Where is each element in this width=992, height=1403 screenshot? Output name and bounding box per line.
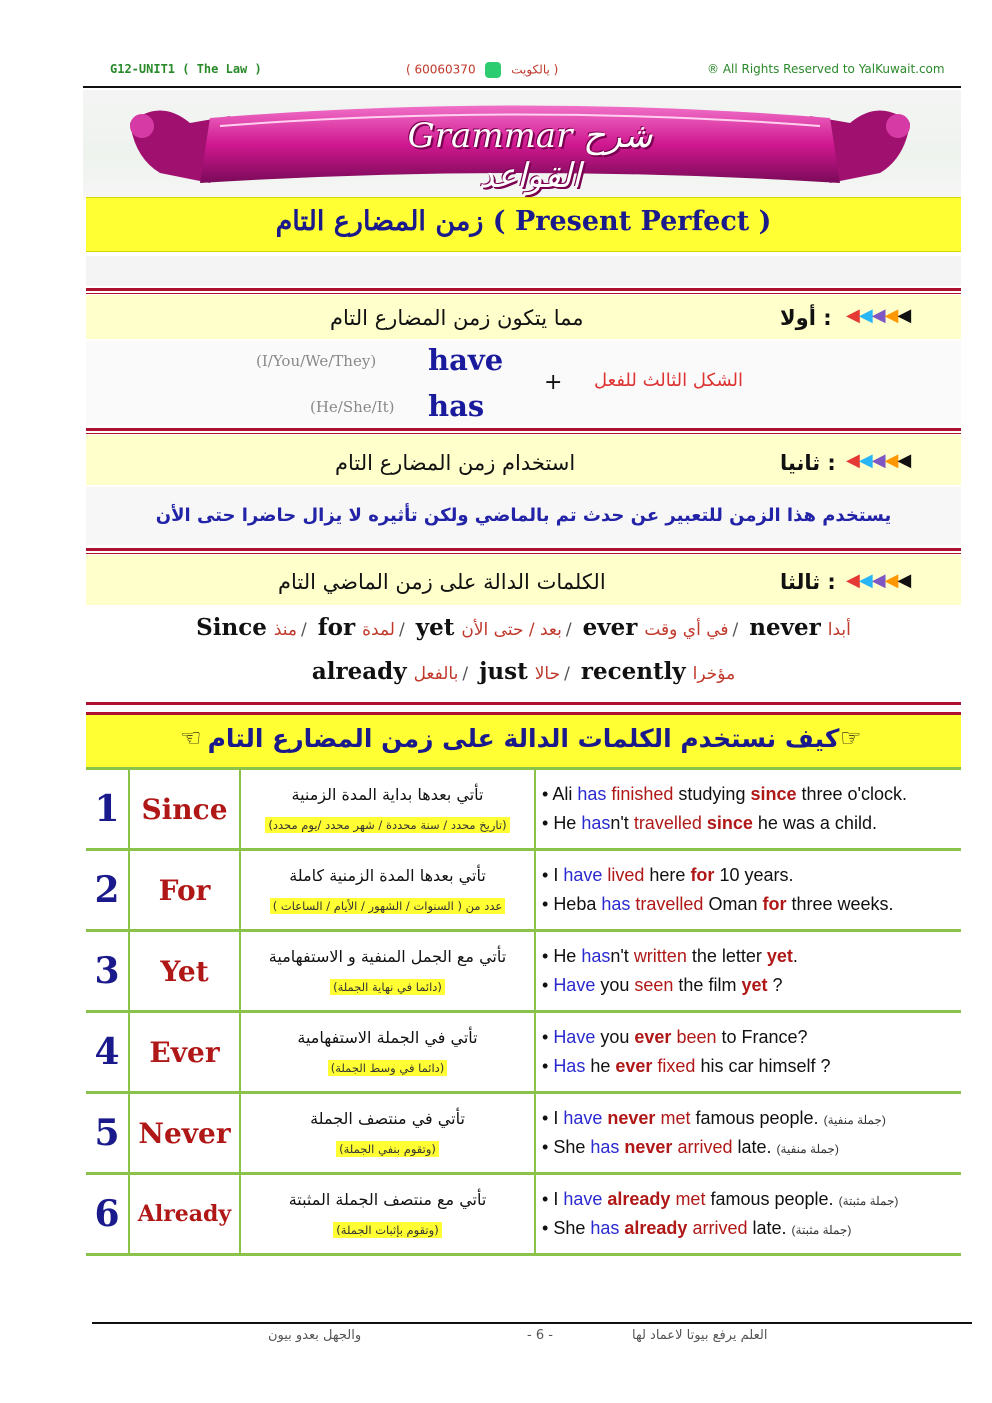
section3-label: الكلمات الدالة على زمن الماضي التام: [278, 570, 606, 594]
example-word: 10 years.: [714, 865, 794, 885]
example-sentence: • Have you seen the film yet ?: [542, 975, 783, 995]
example-word: has: [590, 1218, 620, 1238]
table-row: [86, 1093, 961, 1174]
rule-cell: [240, 931, 535, 1012]
sentence-type-tag: (جملة منفية): [776, 1142, 839, 1156]
rule-note: عدد من ( السنوات / الشهور / الأيام / الساعات ): [270, 898, 505, 914]
sentence-type-tag: (جملة مثبتة): [838, 1194, 899, 1208]
example-word: I: [553, 1108, 564, 1128]
example-sentence: • I have lived here for 10 years.: [542, 865, 794, 885]
rule-note: (تاريخ محدد / سنة محددة / شهر محدد /يوم محدد): [265, 817, 509, 833]
usage-text: يستخدم هذا الزمن للتعبير عن حدث تم بالماضي ولكن تأثيره لا يزال حاضرا حتى الأن: [155, 505, 892, 526]
rule-text: تأتي في الجملة الاستفهامية: [297, 1028, 478, 1047]
example-word: Oman: [703, 894, 763, 914]
page-title: زمن المضارع التام ( Present Perfect ): [275, 206, 772, 237]
keyword: For: [129, 850, 240, 931]
how-divider: [86, 702, 961, 705]
keywords-row-1: Since منذ / for لمدة / yet بعد / حتى الأن / ever في أي وقت / never أبدا: [196, 614, 851, 641]
kw-ar: حالا: [534, 664, 561, 684]
kw-en: just: [479, 658, 528, 685]
example-word: arrived: [692, 1218, 748, 1238]
example-sentence: • He hasn't travelled since he was a child.: [542, 813, 877, 833]
section1-number: أولا :: [780, 306, 832, 330]
example-word: Have: [553, 1027, 596, 1047]
keyword: Ever: [129, 1012, 240, 1093]
example-word: met: [660, 1108, 691, 1128]
section1-divider-thin: [86, 293, 961, 294]
example-word: travelled: [635, 894, 704, 914]
example-word: I: [553, 865, 564, 885]
section2-divider: [86, 428, 961, 431]
example-word: She: [553, 1137, 591, 1157]
rule-note: (دائما في نهاية الجملة): [330, 979, 445, 995]
rule-cell: [240, 769, 535, 850]
keywords-row-2: already بالفعل / just حالا / recently مؤخرا: [311, 658, 736, 685]
sentence-type-tag: (جملة مثبتة): [791, 1223, 852, 1237]
row-number: 2: [86, 850, 129, 931]
rule-note: (وتقوم بنفي الجملة): [336, 1141, 439, 1157]
spacer: [86, 256, 961, 286]
section2-label: استخدام زمن المضارع التام: [335, 451, 576, 475]
example-word: has: [581, 946, 611, 966]
rule-cell: [240, 1093, 535, 1174]
example-sentence: • I have never met famous people. (جملة منفية): [542, 1108, 886, 1128]
example-word: He: [553, 813, 582, 833]
examples-cell: [535, 850, 961, 931]
example-sentence: • Have you ever been to France?: [542, 1027, 808, 1047]
example-word: for: [762, 894, 787, 914]
keyword: Since: [129, 769, 240, 850]
example-sentence: • He hasn't written the letter yet.: [542, 946, 798, 966]
arrows-icon: ◀◀◀◀◀: [846, 570, 911, 591]
row-number: 6: [86, 1174, 129, 1255]
example-word: been: [676, 1027, 717, 1047]
rule-note: (وتقوم بإثبات الجملة): [333, 1222, 441, 1238]
examples-cell: [535, 769, 961, 850]
section3-divider: [86, 548, 961, 551]
table-row: [86, 1012, 961, 1093]
keyword: Yet: [129, 931, 240, 1012]
example-word: never: [624, 1137, 673, 1157]
plus-sign: +: [544, 370, 563, 395]
example-word: n't: [610, 813, 634, 833]
example-word: has: [590, 1137, 620, 1157]
example-word: lived: [607, 865, 645, 885]
section3-number: ثالثا :: [780, 570, 836, 594]
example-word: yet: [741, 975, 768, 995]
have-verb: have: [428, 343, 504, 377]
example-word: has: [577, 784, 612, 804]
kw-en: for: [317, 614, 356, 641]
example-word: you: [595, 1027, 635, 1047]
footer-divider: [92, 1322, 972, 1324]
example-word: fixed: [657, 1056, 696, 1076]
examples-cell: [535, 1093, 961, 1174]
formula-area: [86, 341, 961, 425]
kw-ar: منذ: [273, 620, 298, 640]
row-number: 4: [86, 1012, 129, 1093]
rule-note: (دائما في وسط الجملة): [328, 1060, 448, 1076]
example-word: have: [563, 1189, 608, 1209]
table-row: [86, 1174, 961, 1255]
kw-en: never: [749, 614, 821, 641]
example-word: met: [675, 1189, 706, 1209]
keyword: Already: [129, 1174, 240, 1255]
has-verb: has: [428, 389, 485, 423]
example-word: Ali: [552, 784, 578, 804]
table-row: [86, 850, 961, 931]
pointer-icon: ☞: [840, 724, 862, 752]
example-word: already: [607, 1189, 671, 1209]
example-word: famous people.: [690, 1108, 819, 1128]
example-word: travelled: [633, 813, 707, 833]
kw-en: yet: [415, 614, 455, 641]
example-word: his car himself ?: [695, 1056, 831, 1076]
header-copyright: ® All Rights Reserved to YalKuwait.com: [707, 62, 945, 76]
example-word: I: [553, 1189, 564, 1209]
kw-ar: بالفعل: [413, 664, 459, 684]
example-word: since: [750, 784, 797, 804]
example-word: finished: [611, 784, 674, 804]
kw-ar: لمدة: [362, 620, 395, 640]
rule-cell: [240, 1012, 535, 1093]
example-word: He: [553, 946, 582, 966]
example-word: he: [585, 1056, 616, 1076]
example-sentence: • Ali has finished studying since three o'clock.: [542, 784, 907, 804]
keyword: Never: [129, 1093, 240, 1174]
row-number: 1: [86, 769, 129, 850]
example-word: already: [624, 1218, 688, 1238]
section3-divider-thin: [86, 553, 961, 554]
examples-cell: [535, 931, 961, 1012]
example-word: ever: [615, 1056, 653, 1076]
kw-en: ever: [582, 614, 638, 641]
example-word: Have: [553, 975, 596, 995]
example-word: Heba: [553, 894, 602, 914]
rule-cell: [240, 1174, 535, 1255]
example-word: has: [581, 813, 611, 833]
example-word: for: [690, 865, 715, 885]
sentence-type-tag: (جملة منفية): [823, 1113, 886, 1127]
section1-divider: [86, 288, 961, 291]
rule-text: تأتي بعدها المدة الزمنية كاملة: [289, 866, 486, 885]
example-sentence: • She has already arrived late. (جملة مثبتة): [542, 1218, 852, 1238]
example-word: have: [563, 865, 608, 885]
example-word: She: [553, 1218, 591, 1238]
footer-left: والجهل بعدو بيون: [268, 1328, 362, 1343]
banner-title: Grammar شرح القواعد: [407, 116, 653, 196]
example-word: seen: [634, 975, 674, 995]
section1-label: مما يتكون زمن المضارع التام: [330, 306, 584, 330]
section2-number: ثانيا :: [780, 451, 836, 475]
example-word: written: [633, 946, 687, 966]
example-word: yet: [766, 946, 793, 966]
example-word: .: [792, 946, 798, 966]
rule-cell: [240, 850, 535, 931]
table-row: [86, 931, 961, 1012]
examples-cell: [535, 1012, 961, 1093]
example-word: never: [607, 1108, 656, 1128]
pointer-icon: ☜: [180, 724, 202, 752]
third-form-label: الشكل الثالث للفعل: [594, 370, 743, 391]
example-word: late.: [732, 1137, 772, 1157]
example-word: three weeks.: [786, 894, 894, 914]
kw-en: already: [311, 658, 407, 685]
kw-ar: بعد / حتى الأن: [461, 620, 562, 640]
examples-cell: [535, 1174, 961, 1255]
section2-divider-thin: [86, 433, 961, 434]
how-title: كيف نستخدم الكلمات الدالة على زمن المضارع التام: [207, 724, 840, 753]
example-word: the letter: [686, 946, 767, 966]
example-word: here: [644, 865, 691, 885]
example-word: studying: [673, 784, 751, 804]
footer-page-number: - 6 -: [527, 1328, 553, 1343]
example-word: the film: [673, 975, 742, 995]
rule-text: تأتي مع منتصف الجملة المثبتة: [288, 1190, 487, 1209]
example-sentence: • I have already met famous people. (جملة مثبتة): [542, 1189, 899, 1209]
example-word: famous people.: [705, 1189, 834, 1209]
have-pronouns: (I/You/We/They): [256, 352, 377, 370]
kw-ar: في أي وقت: [644, 620, 729, 640]
footer-right: العلم يرفع بيوتا لاعماد لها: [632, 1328, 768, 1343]
whatsapp-icon: [485, 62, 501, 78]
rule-text: تأتي بعدها بداية المدة الزمنية: [291, 785, 484, 804]
example-word: ever: [634, 1027, 672, 1047]
example-word: n't: [610, 946, 634, 966]
kw-ar: مؤخرا: [692, 664, 736, 684]
example-sentence: • Has he ever fixed his car himself ?: [542, 1056, 831, 1076]
example-word: have: [563, 1108, 603, 1128]
example-word: you: [595, 975, 635, 995]
example-word: since: [706, 813, 753, 833]
example-word: to France?: [716, 1027, 808, 1047]
example-word: has: [601, 894, 636, 914]
example-word: late.: [747, 1218, 787, 1238]
kw-en: recently: [580, 658, 686, 685]
example-word: three o'clock.: [796, 784, 907, 804]
example-sentence: • She has never arrived late. (جملة منفية): [542, 1137, 839, 1157]
keyword-table: [86, 767, 961, 1256]
kw-en: Since: [196, 614, 267, 641]
header-brand: يالكويت ): [511, 62, 559, 77]
header-unit: G12-UNIT1 ( The Law ): [110, 62, 262, 76]
rule-text: تأتي في منتصف الجملة: [310, 1109, 465, 1128]
example-word: arrived: [677, 1137, 733, 1157]
row-number: 3: [86, 931, 129, 1012]
kw-ar: أبدا: [827, 620, 851, 640]
row-number: 5: [86, 1093, 129, 1174]
table-row: [86, 769, 961, 850]
header-phone: ( 60060370: [406, 62, 476, 77]
example-word: he was a child.: [752, 813, 877, 833]
arrows-icon: ◀◀◀◀◀: [846, 305, 911, 326]
example-word: Has: [553, 1056, 586, 1076]
example-word: ?: [767, 975, 783, 995]
has-pronouns: (He/She/It): [310, 398, 395, 416]
header-contact: [406, 62, 558, 78]
rule-text: تأتي مع الجمل المنفية و الاستفهامية: [268, 947, 507, 966]
example-sentence: • Heba has travelled Oman for three weeks.: [542, 894, 894, 914]
arrows-icon: ◀◀◀◀◀: [846, 450, 911, 471]
